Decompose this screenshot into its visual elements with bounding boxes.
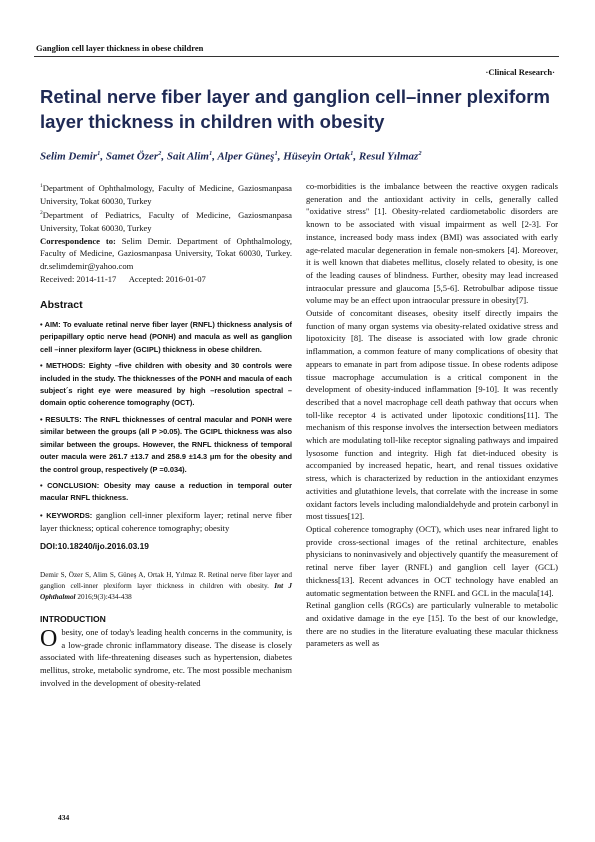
author-name: Sait Alim (166, 150, 209, 163)
doi[interactable]: DOI:10.18240/ijo.2016.03.19 (40, 540, 149, 551)
introduction-paragraph (40, 626, 292, 690)
author-sup: 2 (418, 150, 422, 157)
abstract-conclusion (40, 480, 292, 505)
author-name: Selim Demir (40, 150, 98, 163)
methods-text: Eighty –five children with obesity and 30 controls were included in the study. The thicknesses of the PONH and macula of each subject´s right eye were measured by high –resolution spectral –domain optic coherence tomography (OCT). (40, 361, 292, 408)
aff-sup: 1 (40, 183, 43, 189)
body-paragraph: Outside of concomitant diseases, obesity itself directly impairs the function of many organ systems via obesity-related oxidative stress and lipotoxicity [8]. The disease is associated with low grade chronic inflammation, a common feature of many complications of obesity that appears to emanate in part from adipose tissue. In obese rodents adipose tissue macrophage accumulation is a critical component in the development of obesity-induced inflammation [9-10]. It was recently described that a novel macrophage cell death pathway that occurs when toll-like receptor 4 is activated under lipotoxic conditions[11]. The mechanism of this response involves the intersection between mediators which are modulating toll-like receptor signaling pathways and impaired lysosome function and integrity. High fat diet-induced obesity is accompanied by increased hepatic, heart, and renal tissues oxidative stress, which is characterized by reduction in the antioxidant enzymes activities and glutathione levels, that correlate with the increase in some oxidant factors levels including malondialdehyde and protein carbonyl in most tissues[12]. (306, 308, 558, 522)
correspondence (40, 235, 292, 273)
corr-text: Selim Demir. Department of Ophthalmology, Faculty of Medicine, Gaziosmanpasa University, Tokat 60030, Turkey. dr.selimdemir@yahoo.com (40, 235, 292, 271)
drop-cap: O (40, 625, 58, 652)
aff-text: Department of Pediatrics, Faculty of Medicine, Gaziosmanpasa University, Tokat 60030, Turkey (40, 210, 292, 233)
conclusion-label: • CONCLUSION: (40, 480, 100, 490)
abstract-results (40, 414, 292, 476)
header-rule (34, 56, 559, 57)
body-paragraph: Retinal ganglion cells (RGCs) are particularly vulnerable to metabolic and oxidative damage in the eye [15]. To the best of our knowledge, there are no studies in the literature evaluating these macular thickness parameters as well as (306, 600, 558, 649)
abstract-methods (40, 360, 292, 410)
page-number: 434 (58, 813, 70, 822)
running-head: Ganglion cell layer thickness in obese children (36, 43, 204, 53)
citation (40, 570, 292, 603)
corr-label: Correspondence to: (40, 235, 116, 246)
author-name: Hüseyin Ortak (283, 150, 351, 163)
conclusion-text: Obesity may cause a reduction in temporal outer macular RNFL thickness. (40, 480, 292, 503)
author-sup: 1 (350, 150, 354, 157)
author-name: Samet Özer (105, 150, 159, 163)
introduction-heading: INTRODUCTION (40, 614, 106, 625)
aim-label: • AIM: (40, 320, 61, 330)
author-sup: 1 (274, 150, 278, 157)
aff-sup: 2 (40, 210, 43, 217)
affiliation-2 (40, 207, 292, 234)
left-column (40, 180, 292, 689)
citation-text: Demir S, Özer S, Alim S, Güneş A, Ortak H, Yılmaz R. Retinal nerve fiber layer and ganglion cell-inner plexiform layer thickness in children with obesity. (40, 571, 292, 591)
body-paragraph: Optical coherence tomography (OCT), which uses near infrared light to provide cross-sectional images of the retinal architecture, enables physicians to noninvasively and objectively quantify the measurement of retinal nerve fiber layer (RNFL) and ganglion cell layer (GCL) thickness[13]. Recent advances in OCT technology have enabled an automatic segmentation between the RNFL and GCL in the macula[14]. (306, 523, 558, 598)
aff-text: Department of Ophthalmology, Faculty of Medicine, Gaziosmanpasa University, Tokat 60030, Turkey (40, 182, 292, 206)
author-list: Selim Demir$^1$, Samet Özer$^2$, Sait Alim$^1$, Alper Güneş$^1$, Hüseyin Ortak$^1$, Resul Yılmaz$^2$ (40, 150, 422, 163)
author-sup: 1 (97, 150, 101, 157)
section-tag: ·Clinical Research· (485, 67, 555, 77)
author-name: Alper Güneş (217, 150, 275, 163)
keywords-text: ganglion cell-inner plexiform layer; retinal nerve fiber layer thickness; optical coherence tomography; obesity (40, 509, 292, 534)
author-name: Resul Yılmaz (358, 150, 419, 163)
paper-title: Retinal nerve fiber layer and ganglion cell–inner plexiform layer thickness in children with obesity (40, 86, 550, 132)
results-text: The RNFL thicknesses of central macular and PONH were similar between the groups (all P >0.05). The GCIPL thickness was also similar between the groups. However, the RNFL thickness of temporal outer macula were 261.7 ±13.7 and 258.9 ±14.3 μm for the obesity and the control group, respectively (P =0.034). (40, 414, 292, 474)
abstract-keywords (40, 509, 292, 536)
author-sup: 2 (158, 150, 162, 157)
results-label: • RESULTS: (40, 414, 82, 424)
right-column (306, 180, 558, 650)
aim-text: To evaluate retinal nerve fiber layer (RNFL) thickness analysis of peripapillary optic nerve head (PONH) and macula as well as ganglion cell –inner plexiform layer (GCIPL) thickness in obese children. (40, 320, 292, 354)
citation-journal: Int J Ophthalmol (40, 582, 293, 602)
body-paragraph: co-morbidities is the imbalance between the reactive oxygen radicals generation and the antioxidant activity in cells, generally called "oxidative stress" [1]. Obesity-related cardiometabolic disorders are known to be associated with visual impairment as well [2-3]. For instance, increased body mass index (BMI) was associated with early age-related macular degeneration in female non-smokers [4]. Moreover, it is well known that diabetes mellitus, closely related to obesity, is one of the leading causes of blindness. Further, obesity may lead increased intraocular pressure and glaucoma [5,5-6]. Retrobulbar adipose tissue volume may be an effect upon intraocular pressure in obesity[7]. (306, 181, 558, 306)
author-sup: 1 (208, 150, 213, 157)
keywords-label: • KEYWORDS: (40, 510, 93, 520)
affiliation-1 (40, 180, 292, 207)
abstract-aim (40, 319, 292, 356)
abstract-heading: Abstract (40, 299, 83, 312)
methods-label: • METHODS: (40, 361, 86, 371)
citation-tail: 2016;9(3):434-438 (77, 593, 132, 602)
introduction-text: besity, one of today's leading health concerns in the community, is a low-grade chronic inflammatory disease. The disease is closely associated with life-threatening diseases such as hypertension, diabetes mellitus, stroke, metabolic syndrome, etc. The most possible mechanism involved in the development of obesity-related (40, 626, 292, 688)
received-dates: Received: 2014-11-17 Accepted: 2016-01-07 (40, 273, 206, 284)
